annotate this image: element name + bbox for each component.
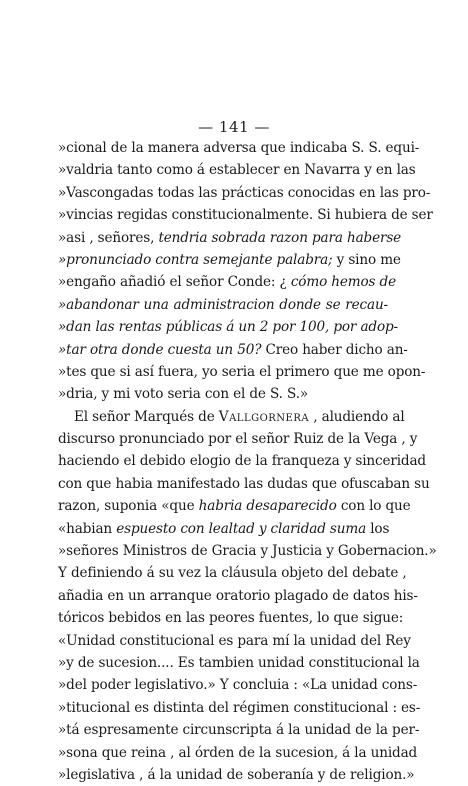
italic-text-segment: espuesto con lealtad y claridad suma <box>116 520 367 537</box>
text-line <box>58 518 388 540</box>
text-line <box>58 361 426 383</box>
text-line <box>58 271 397 293</box>
text-segment: »vincias regidas constitucionalmente. Si hubiera de ser <box>58 207 433 224</box>
text-segment: »sona que reina , al órden de la sucesion, á la unidad <box>58 744 418 761</box>
text-segment: El señor Marqués de <box>74 408 219 425</box>
text-segment: »titucional es distinta del régimen constitucional : es- <box>58 699 421 716</box>
text-line <box>58 227 402 249</box>
text-segment: con que habia manifestado las dudas que ofuscaban su <box>58 475 430 492</box>
text-line <box>58 473 430 495</box>
text-line <box>58 562 407 584</box>
text-segment: »del poder legislativo.» Y concluia : «La unidad cons- <box>58 677 418 694</box>
text-line <box>58 495 411 517</box>
text-line <box>58 540 437 562</box>
text-line <box>58 159 416 181</box>
text-segment: haciendo el debido elogio de la franqueza y sinceridad <box>58 453 426 470</box>
text-line <box>58 249 401 271</box>
text-line <box>58 585 418 607</box>
page-number: — 141 — <box>198 118 270 136</box>
text-line <box>58 204 433 226</box>
text-line <box>58 428 418 450</box>
text-line <box>58 339 408 361</box>
text-line <box>58 697 421 719</box>
text-segment: »legislativa , á la unidad de soberanía y de religion.» <box>58 766 415 783</box>
italic-text-segment: cómo hemos de <box>290 274 397 291</box>
text-segment: discurso pronunciado por el señor Ruiz de la Vega , y <box>58 431 418 448</box>
italic-text-segment: »abandonar una administracion donde se recau- <box>58 296 388 313</box>
text-segment: »cional de la manera adversa que indicaba S. S. equi- <box>58 140 420 156</box>
text-segment: »valdria tanto como á establecer en Navarra y en las <box>58 162 416 179</box>
text-line <box>58 383 388 405</box>
text-segment: , aludiendo al <box>309 408 405 425</box>
text-segment: »tá espresamente circunscripta á la unidad de la per- <box>58 722 420 739</box>
small-caps-name: Vallgornera <box>218 408 310 425</box>
text-segment: Y definiendo á su vez la cláusula objeto del debate , <box>58 565 407 582</box>
text-line <box>58 182 431 204</box>
text-segment: razon, suponia «que <box>58 498 199 515</box>
italic-text-segment: »tar otra donde cuesta un 50? <box>58 341 262 358</box>
text-line <box>58 316 398 338</box>
text-line <box>58 450 426 472</box>
text-segment: y sino me <box>332 251 401 268</box>
text-segment: «Unidad constitucional es para mí la unidad del Rey <box>58 632 411 649</box>
italic-text-segment: »pronunciado contra semejante palabra; <box>58 251 333 268</box>
text-line <box>58 137 420 159</box>
text-segment: »dria, y mi voto seria con el de S. S.» <box>58 386 309 403</box>
text-segment: los <box>366 520 390 537</box>
text-segment: »engaño añadió el señor Conde: ¿ <box>58 274 291 291</box>
text-line <box>58 742 418 764</box>
body-text <box>58 137 437 786</box>
text-line <box>58 674 418 696</box>
text-segment: «habian <box>58 520 117 537</box>
text-line <box>58 764 415 786</box>
text-segment: Creo haber dicho an- <box>261 341 408 358</box>
text-line <box>58 607 404 629</box>
text-segment: »tes que si así fuera, yo seria el primero que me opon- <box>58 363 426 380</box>
text-segment: »señores Ministros de Gracia y Justicia y Gobernacion.» <box>58 543 437 560</box>
text-line <box>58 294 388 316</box>
text-line <box>58 406 405 428</box>
italic-text-segment: tendria sobrada razon para haberse <box>158 229 402 246</box>
text-segment: tóricos bebidos en las peores fuentes, lo que sigue: <box>58 610 404 627</box>
text-segment: »asi , señores, <box>58 229 159 246</box>
text-line <box>58 719 420 741</box>
text-line <box>58 630 411 652</box>
text-segment: »Vascongadas todas las prácticas conocidas en las pro- <box>58 184 431 201</box>
text-segment: con lo que <box>336 498 411 515</box>
text-segment: »y de sucesion.... Es tambien unidad constitucional la <box>58 654 420 671</box>
text-line <box>58 652 420 674</box>
italic-text-segment: habria desaparecido <box>198 498 337 515</box>
italic-text-segment: »dan las rentas públicas á un 2 por 100, por adop- <box>58 319 398 336</box>
text-segment: añadia en un arranque oratorio plagado de datos his- <box>58 587 418 604</box>
